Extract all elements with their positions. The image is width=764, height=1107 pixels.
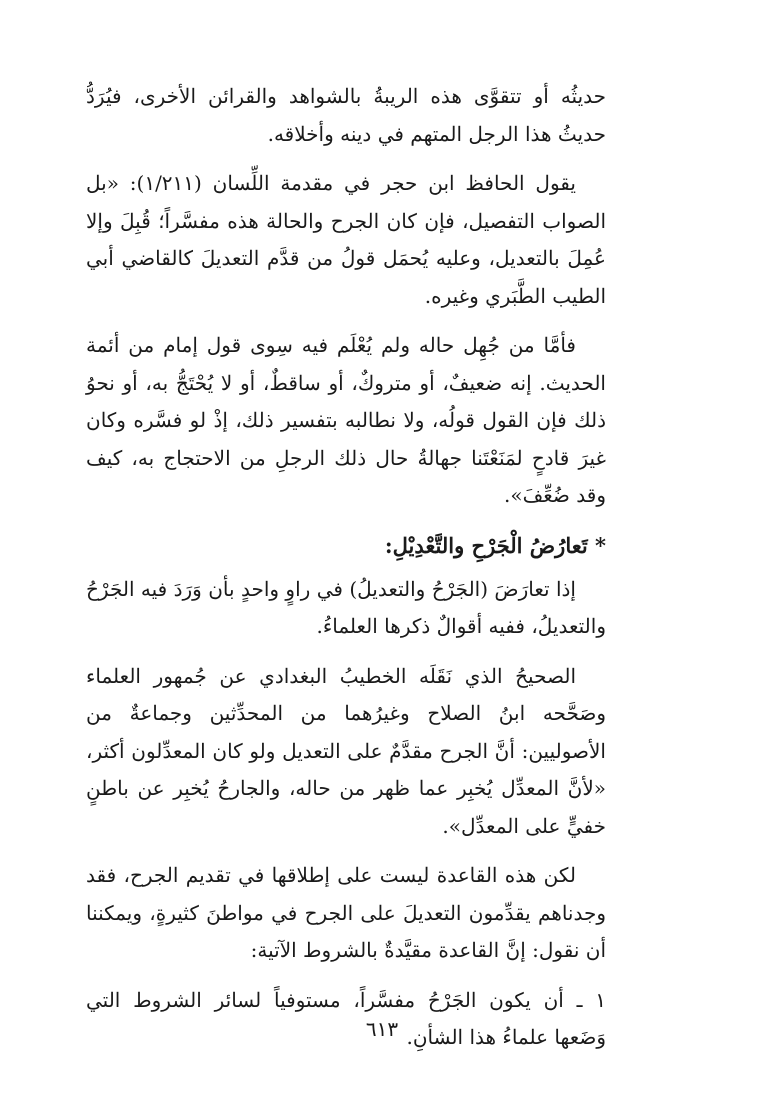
paragraph-2: يقول الحافظ ابن حجر في مقدمة اللِّسان (١/٢١١): «بل الصواب التفصيل، فإن كان الجرح والحالة هذه مفسَّراً؛ قُبِلَ وإلا عُمِلَ بالتعديل، وعليه يُحمَل قولُ من قدَّم التعديلَ كالقاضي أبي الطيب الطَّبَري وغيره. [86, 171, 606, 308]
paragraph-4: إذا تعارَضَ (الجَرْحُ والتعديلُ) في راوٍ واحدٍ بأن وَرَدَ فيه الجَرْحُ والتعديلُ، ففيه أقوالٌ ذكرها العلماءُ. [86, 576, 606, 638]
paragraph-1: حديثُه أو تتقوَّى هذه الريبةُ بالشواهد والقرائن الأخرى، فيُرَدُّ حديثُ هذا الرجل المتهم في دينه وأخلاقه. [86, 84, 606, 146]
page-number: ٦١٣ [365, 1017, 399, 1041]
paragraph-5: الصحيحُ الذي نَقَلَه الخطيبُ البغدادي عن جُمهور العلماء وصَحَّحه ابنُ الصلاح وغيرُهما من المحدِّثين وجماعةٌ من الأصوليين: أنَّ الجرح مقدَّمٌ على التعديل ولو كان المعدِّلون أكثر، «لأنَّ المعدِّل يُخبِر عما ظهر من حاله، والجارحُ يُخبِر عن باطنٍ خفيٍّ على المعدِّل». [86, 663, 606, 838]
paragraph-6: لكن هذه القاعدة ليست على إطلاقها في تقديم الجرح، فقد وجدناهم يقدِّمون التعديلَ على الجرح في مواطنَ كثيرةٍ، ويمكننا أن نقول: إنَّ القاعدة مقيَّدةٌ بالشروط الآتية: [86, 863, 606, 962]
paragraph-7: ١ ـ أن يكون الجَرْحُ مفسَّراً، مستوفياً لسائر الشروط التي وَضَعها علماءُ هذا الشأنِ. [86, 987, 606, 1049]
paragraph-3: فأمَّا من جُهِل حاله ولم يُعْلَم فيه سِوى قول إمام من أئمة الحديث. إنه ضعيفٌ، أو متروكٌ، أو ساقطٌ، أو لا يُحْتَجُّ به، أو نحوُ ذلك فإن القول قولُه، ولا نطالبه بتفسير ذلك، إذْ لو فسَّره وكان غيرَ قادحٍ لمَنَعْتَنا جهالةُ حال ذلك الرجلِ من الاحتجاج به، كيف وقد ضُعِّفَ». [86, 333, 606, 507]
section-heading: * تَعارُضُ الْجَرْحِ والتَّعْدِيْلِ: [384, 532, 606, 558]
